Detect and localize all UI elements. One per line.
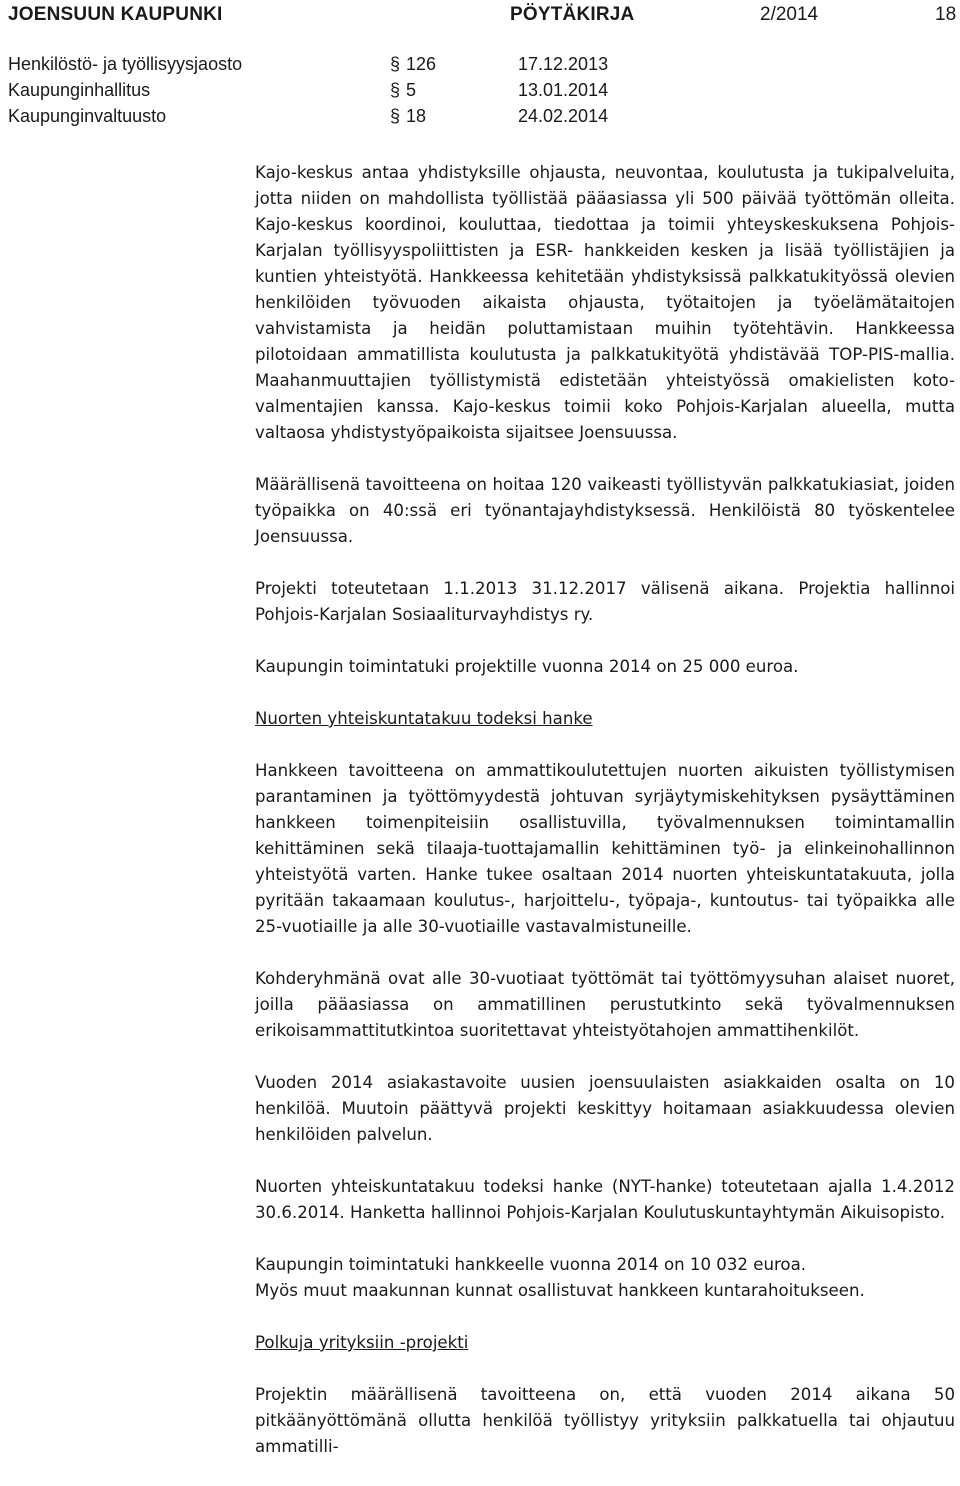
meeting-date: 17.12.2013	[518, 54, 609, 74]
section-heading-nyt-hanke: Nuorten yhteiskuntatakuu todeksi hanke	[255, 709, 593, 728]
meeting-body: Kaupunginvaltuusto	[8, 106, 167, 126]
paragraph-polkuja-goal: Projektin määrällisenä tavoitteena on, että vuoden 2014 aikana 50 pitkäänyöttömänä ollutta henkilöä työllistyy yrityksiin palkkatuella tai ohjautuu ammatilli-	[255, 1385, 955, 1456]
paragraph-nyt-goals: Hankkeen tavoitteena on ammattikoulutettujen nuorten aikuisten työllistymisen parantaminen ja työttömyydestä johtuvan syrjäytymiskehityksen pysäyttäminen hankkeen toimenpiteisiin osallistuvilla, työvalmennuksen toimintamallin kehittäminen sekä tilaaja-tuottajamallin kehittäminen työ- ja elinkeinohallinnon yhteistyötä varten. Hanke tukee osaltaan 2014 nuorten yhteiskuntatakuuta, jolla pyritään takaamaan koulutus-, harjoittelu-, työpaja-, kuntoutus- tai työpaikka alle 25-vuotiaille ja alle 30-vuotiaille vastavalmistuneille.	[255, 761, 955, 936]
section-number: 18	[406, 106, 427, 126]
section-number: 5	[406, 80, 417, 100]
meeting-date: 24.02.2014	[518, 106, 609, 126]
meeting-row	[8, 54, 708, 78]
paragraph-city-support: Kaupungin toimintatuki projektille vuonna 2014 on 25 000 euroa.	[255, 657, 799, 676]
paragraph-nyt-support: Kaupungin toimintatuki hankkeelle vuonna 2014 on 10 032 euroa.	[255, 1255, 807, 1274]
paragraph-client-goal: Vuoden 2014 asiakastavoite uusien joensuulaisten asiakkaiden osalta on 10 henkilöä. Muutoin päättyvä projekti keskittyy hoitamaan asiakkuudessa olevien henkilöiden palvelun.	[255, 1073, 955, 1144]
section-heading-polkuja: Polkuja yrityksiin -projekti	[255, 1333, 469, 1352]
section-sign: §	[390, 106, 401, 126]
page-number: 18	[935, 4, 957, 25]
document-body	[255, 160, 955, 1486]
meeting-row	[8, 106, 708, 130]
section-sign: §	[390, 54, 401, 74]
paragraph-kajo-keskus: Kajo-keskus antaa yhdistyksille ohjausta, neuvontaa, koulutusta ja tukipalveluita, jotta niiden on mahdollista työllistää pääasiassa yli 500 päivää työttömän olleita. Kajo-keskus koordinoi, kouluttaa, tiedottaa ja toimii yhteyskeskuksena Pohjois-Karjalan työllisyyspoliittisten ja ESR- hankkeiden kesken ja lisää työllistäjien ja kuntien yhteistyötä. Hankkeessa kehitetään yhdistyksissä palkkatukityössä olevien henkilöiden työvuoden aikaista ohjausta, työtaitojen ja työelämätaitojen vahvistamista ja heidän poluttamistaan muihin työtehtävin. Hankkeessa pilotoidaan ammatillista koulutusta ja palkkatukityötä yhdistävää TOP-PIS-mallia. Maahanmuuttajien työllistymistä edistetään yhteistyössä omakielisten koto-valmentajien kanssa. Kajo-keskus toimii koko Pohjois-Karjalan alueella, mutta valtaosa yhdistystyöpaikoista sijaitsee Joensuussa.	[255, 163, 955, 442]
meeting-row	[8, 80, 708, 104]
paragraph-target-group: Kohderyhmänä ovat alle 30-vuotiaat työttömät tai työttömyysuhan alaiset nuoret, joilla pääasiassa on ammatillinen perustutkinto sekä työvalmennuksen erikoisammattitutkintoa suoritettavat yhteistyötahojen ammattihenkilöt.	[255, 969, 955, 1040]
paragraph-nyt-period: Nuorten yhteiskuntatakuu todeksi hanke (NYT-hanke) toteutetaan ajalla 1.4.2012 30.6.2014. Hanketta hallinnoi Pohjois-Karjalan Koulutuskuntayhtymän Aikuisopisto.	[255, 1177, 955, 1222]
paragraph-quantitative-goal: Määrällisenä tavoitteena on hoitaa 120 vaikeasti työllistyvän palkkatukiasiat, joiden työpaikka on 40:ssä eri työnantajayhdistyksessä. Henkilöistä 80 työskentelee Joensuussa.	[255, 475, 955, 546]
document-header	[0, 0, 960, 30]
paragraph-municipal-funding: Myös muut maakunnan kunnat osallistuvat hankkeen kuntarahoitukseen.	[255, 1281, 865, 1300]
document-type: PÖYTÄKIRJA	[510, 4, 635, 25]
meeting-body: Henkilöstö- ja työllisyysjaosto	[8, 54, 243, 74]
document-number: 2/2014	[760, 4, 819, 25]
section-number: 126	[406, 54, 437, 74]
meeting-date: 13.01.2014	[518, 80, 609, 100]
organization-name: JOENSUUN KAUPUNKI	[8, 4, 223, 25]
paragraph-project-period: Projekti toteutetaan 1.1.2013 31.12.2017 välisenä aikana. Projektia hallinnoi Pohjois-Karjalan Sosiaaliturvayhdistys ry.	[255, 579, 955, 624]
section-sign: §	[390, 80, 401, 100]
meeting-body: Kaupunginhallitus	[8, 80, 151, 100]
